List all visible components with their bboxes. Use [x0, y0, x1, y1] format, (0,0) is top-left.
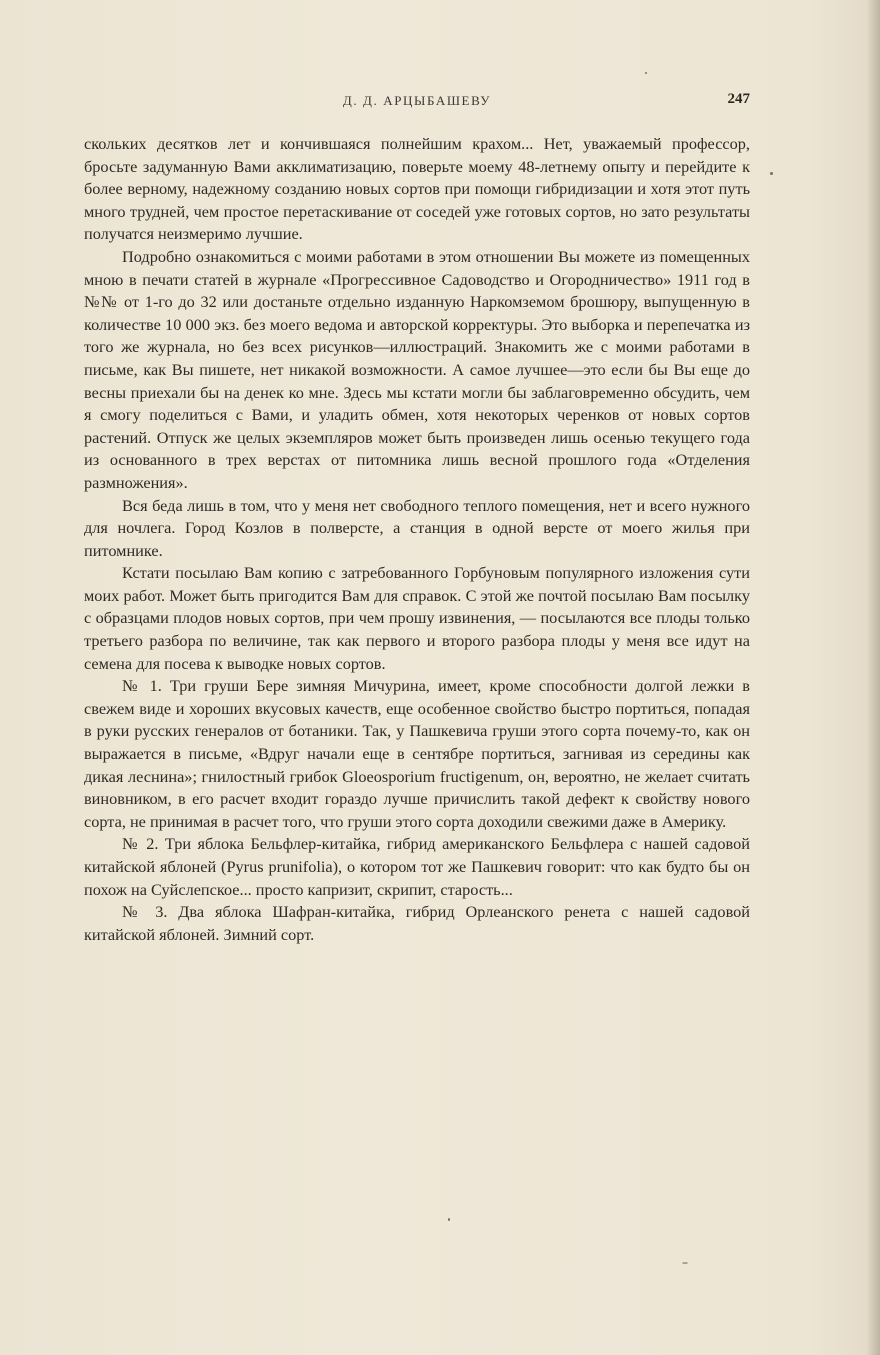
page-header	[84, 93, 750, 117]
body-text	[84, 133, 750, 946]
paragraph-continuation: скольких десятков лет и кончившаяся полнейшим крахом... Нет, уважаемый профессор, бросьте задуманную Вами акклиматизацию, поверьте моему 48-летнему опыту и перейдите к более верному, надежному созданию новых сортов при помощи гибридизации и хотя этот путь много трудней, чем простое перетаскивание от соседей уже готовых сортов, но зато результаты получатся неизмеримо лучшие.	[84, 134, 750, 244]
page-number: 247	[727, 91, 750, 107]
page-edge-shadow	[866, 0, 880, 1355]
paper-speck	[448, 1218, 450, 1221]
paragraph-parcel: Кстати посылаю Вам копию с затребованного Горбуновым популярного изложения сути моих работ. Может быть пригодится Вам для справок. С этой же почтой посылаю Вам посылку с образцами плодов новых сортов, при чем прошу извинения, — посылаются все плоды только третьего разбора по величине, так как первого и второго разбора плоды у меня все идут на семена для посева к выводке новых сортов.	[84, 563, 750, 673]
paper-speck	[682, 1262, 688, 1264]
running-head: Д. Д. АРЦЫБАШЕВУ	[342, 93, 492, 108]
paragraph-item-3-apples: № 3. Два яблока Шафран-китайка, гибрид Орлеанского ренета с нашей садовой китайской яблоней. Зимний сорт.	[84, 902, 750, 944]
paragraph-item-2-apples: № 2. Три яблока Бельфлер-китайка, гибрид американского Бельфлера с нашей садовой китайской яблоней (Pyrus prunifolia), о котором тот же Пашкевич говорит: что как будто бы он похож на Суйслепское... просто капризит, скрипит, старость...	[84, 834, 750, 899]
paper-speck	[770, 172, 773, 175]
paragraph-item-1-pears: № 1. Три груши Бере зимняя Мичурина, имеет, кроме способности долгой лежки в свежем виде и хороших вкусовых качеств, еще особенное свойство быстро портиться, попадая в руки русских генералов от ботаники. Так, у Пашкевича груши этого сорта почему-то, как он выражается в письме, «Вдруг начали еще в сентябре портиться, загнивая из середины как дикая леснина»; гнилостный грибок Gloeosporium fructigenum, он, вероятно, не желает считать виновником, в его расчет входит гораздо лучше причислить такой дефект к свойству нового сорта, не принимая в расчет того, что груши этого сорта доходили свежими даже в Америку.	[84, 676, 750, 831]
paragraph-works-reference: Подробно ознакомиться с моими работами в этом отношении Вы можете из помещенных мною в печати статей в журнале «Прогрессивное Садоводство и Огородничество» 1911 год в №№ от 1-го до 32 или достаньте отдельно изданную Наркомземом брошюру, выпущенную в количестве 10 000 экз. без моего ведома и авторской корректуры. Это выборка и перепечатка из того же журнала, но без всех рисунков—иллюстраций. Знакомить же с моими работами в письме, как Вы пишете, нет никакой возможности. А самое лучшее—это если бы Вы еще до весны приехали бы на денек ко мне. Здесь мы кстати могли бы заблаговременно обсудить, чем я смогу поделиться с Вами, и уладить обмен, хотя некоторых черенков от новых сортов растений. Отпуск же целых экземпляров может быть произведен лишь осенью текущего года из основанного в трех верстах от питомника лишь весной прошлого года «Отделения размножения».	[84, 246, 750, 492]
paper-speck	[645, 72, 647, 74]
paragraph-lodging: Вся беда лишь в том, что у меня нет свободного теплого помещения, нет и всего нужного для ночлега. Город Козлов в полверсте, а станция в одной версте от моего жилья при питомнике.	[84, 495, 750, 560]
